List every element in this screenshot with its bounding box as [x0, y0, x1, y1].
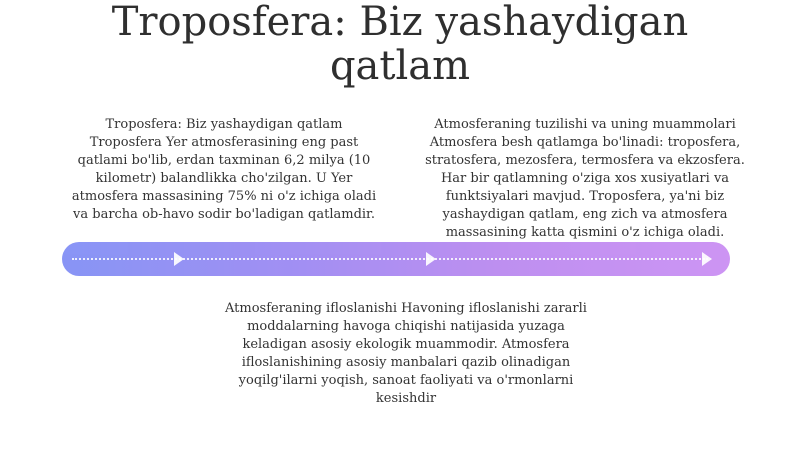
arrow-right-icon [702, 252, 712, 266]
text-block-air-pollution: Atmosferaning ifloslanishi Havoning ifloslanishi zararli moddalarning havoga chiqishi natijasida yuzaga keladigan asosiy ekologik muammodir. Atmosfera ifloslanishining asosiy manbalari qazib olinadigan yoqilg'ilarni yoqish, sanoat faoliyati va o'rmonlarni kesishdir [225, 301, 587, 406]
text-block-atmosphere-structure: Atmosferaning tuzilishi va uning muammolari Atmosfera besh qatlamga bo'linadi: troposfera, stratosfera, mezosfera, termosfera va ekzosfera. Har bir qatlamning o'ziga xos xusiyatlari va funktsiyalari mavjud. Troposfera, ya'ni biz yashaydigan qatlam, eng zich va atmosfera massasining katta qismini o'z ichiga oladi. [425, 117, 745, 240]
page-title: Troposfera: Biz yashaydigan qatlam [111, 0, 689, 89]
text-block-troposphere: Troposfera: Biz yashaydigan qatlam Troposfera Yer atmosferasining eng past qatlami bo'lib, erdan taxminan 6,2 milya (10 kilometr) balandlikka cho'zilgan. U Yer atmosfera massasining 75% ni o'z ichiga oladi va barcha ob-havo sodir bo'ladigan qatlamdir. [71, 117, 377, 222]
arrow-right-icon [426, 252, 436, 266]
timeline-bar [62, 242, 730, 276]
timeline-dotted-line [72, 258, 708, 260]
arrow-right-icon [174, 252, 184, 266]
